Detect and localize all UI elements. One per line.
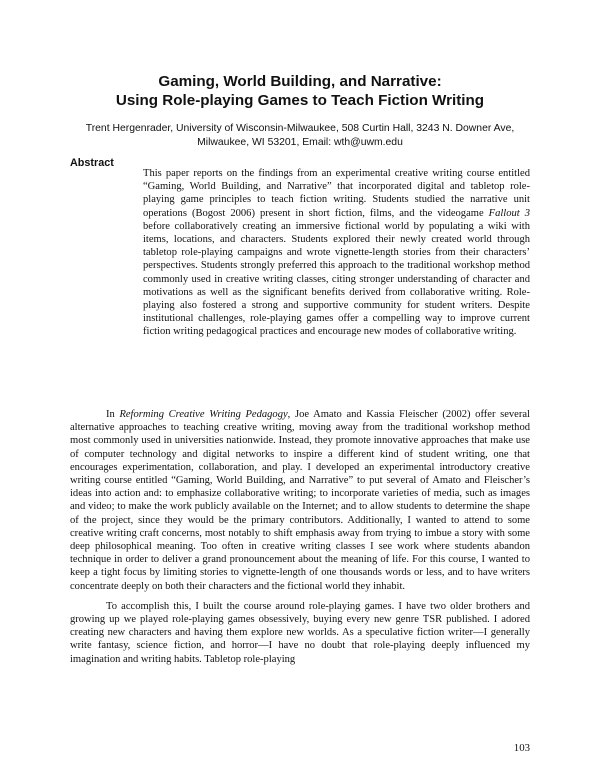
paper-title — [60, 72, 540, 110]
abstract-text-part-1: This paper reports on the findings from an experimental creative writing course entitled “Gaming, World Building, and Narrative” that incorporated digital and tabletop role-playing game principles to teach fiction writing. Students studied the narrative unit operations (Bogost 2006) present in short fiction, films, and the videogame — [143, 168, 530, 219]
paragraph-1 — [70, 408, 530, 593]
abstract-body — [143, 167, 530, 339]
paragraph-2: To accomplish this, I built the course around role-playing games. I have two older brothers and growing up we played role-playing games obsessively, buying every new genre TSR published. I adored creating new characters and having them explore new worlds. As a speculative fiction writer—I generally write fantasy, science fiction, and horror—I have no doubt that role-playing deeply influenced my imagination and writing habits. Tabletop role-playing — [70, 600, 530, 665]
author-affiliation — [70, 122, 530, 150]
body-text — [70, 408, 530, 673]
paragraph-1-part-2: , Joe Amato and Kassia Fleischer (2002) offer several alternative approaches to teaching creative writing, moving away from the traditional workshop method most commonly used in universities nationwide. Instead, they promote innovative approaches that make use of computer technology and digital networks to inspire a different kind of student writing, one that encourages experimentation, collaboration, and play. I developed an experimental introductory creative writing course entitled “Gaming, World Building, and Narrative” to put several of Amato and Fleischer’s ideas into action and: to emphasize collaborative writing; to incorporate varieties of media, such as images and video; to make the work publicly available on the Internet; and to allow students to determine the shape of the project, since they would be the primary contributors. Additionally, I wanted to attend to some creative writing craft concerns, most notably to shift emphasis away from trying to imbue a story with some deep philosophical meaning. Too often in creative writing classes I see work where students abandon technique in order to deliver a grand pronouncement about the meaning of life. For this course, I wanted to keep a tight focus by limiting stories to vignette-length of one thousands words or less, and to have writers concentrate deeply on both their characters and the fictional world they inhabit. — [70, 409, 530, 592]
author-line-2: Milwaukee, WI 53201, Email: wth@uwm.edu — [197, 137, 403, 148]
title-line-2: Using Role-playing Games to Teach Fiction Writing — [115, 92, 485, 109]
abstract-heading: Abstract — [70, 157, 114, 169]
author-line-1: Trent Hergenrader, University of Wisconsin-Milwaukee, 508 Curtin Hall, 3243 N. Downer Ave, — [85, 123, 515, 134]
abstract-game-title: Fallout 3 — [488, 207, 530, 219]
page-number: 103 — [513, 742, 530, 754]
abstract-text-part-2: before collaboratively creating an immersive fictional world by populating a wiki with items, locations, and characters. Students explored their newly created world through tabletop role-playing campaigns and wrote vignette-length stories from their characters’ perspectives. Students strongly preferred this approach to the traditional workshop method commonly used in creative writing classes, citing stronger understanding of character and motivations as well as the significant benefits derived from collaborative writing. Role-playing also fostered a strong and supportive community for student writers. Despite institutional challenges, role-playing games offer a compelling way to improve current fiction writing pedagogical practices and encourage new modes of collaborative writing. — [143, 220, 530, 338]
book-title: Reforming Creative Writing Pedagogy — [119, 409, 288, 420]
paragraph-1-part-1: In — [106, 409, 120, 420]
title-line-1: Gaming, World Building, and Narrative: — [158, 73, 442, 90]
